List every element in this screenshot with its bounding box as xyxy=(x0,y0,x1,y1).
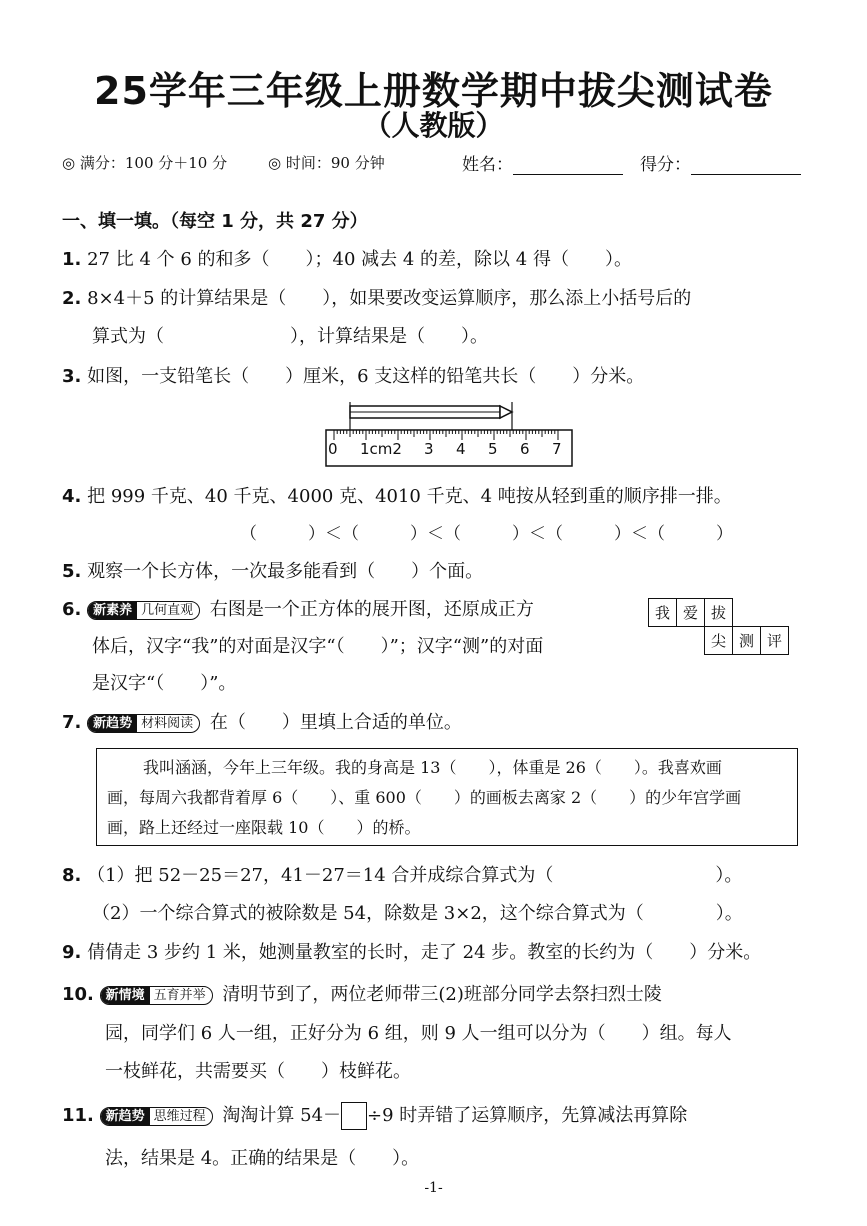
question-text: 倩倩走 3 步约 1 米，她测量教室的长时，走了 24 步。教室的长约为（ ）分米。 xyxy=(87,942,762,963)
question-text: 在（ ）里填上合适的单位。 xyxy=(209,712,462,733)
name-label: 姓名： xyxy=(462,155,513,175)
question-text: ÷9 时弄错了运算顺序，先算减法再算除 xyxy=(367,1105,688,1126)
ruler-label: 5 xyxy=(488,440,498,458)
cube-face: 测 xyxy=(733,627,761,655)
cube-face: 评 xyxy=(761,627,789,655)
question-number: 3. xyxy=(62,366,82,387)
tag-label: 材料阅读 xyxy=(141,715,194,731)
ruler-label: 7 xyxy=(552,440,562,458)
cube-face: 爱 xyxy=(677,599,705,627)
question-8 xyxy=(62,857,742,894)
question-text: 观察一个长方体，一次最多能看到（ ）个面。 xyxy=(87,561,484,582)
ruler-label: 4 xyxy=(456,440,466,458)
tag-label: 五育并举 xyxy=(153,987,206,1003)
question-10-line2: 园，同学们 6 人一组，正好分为 6 组，则 9 人一组可以分为（ ）组。每人 xyxy=(105,1023,732,1044)
question-6 xyxy=(62,591,534,628)
question-number: 4. xyxy=(62,486,82,507)
question-number: 5. xyxy=(62,561,82,582)
time-info: ◎ 时间：90 分钟 xyxy=(268,154,385,172)
question-10-line3: 一枝鲜花，共需要买（ ）枝鲜花。 xyxy=(105,1061,411,1082)
cube-empty xyxy=(761,599,789,627)
cube-face: 我 xyxy=(649,599,677,627)
question-2-line2: 算式为（ ），计算结果是（ ）。 xyxy=(92,326,488,347)
question-11-line2: 法，结果是 4。正确的结果是（ ）。 xyxy=(105,1148,420,1169)
question-text: 把 999 千克、40 千克、4000 克、4010 千克、4 吨按从轻到重的顺序排一排。 xyxy=(87,486,732,507)
tag-bold: 新趋势 xyxy=(101,1108,150,1125)
question-10 xyxy=(62,976,662,1013)
score-field[interactable] xyxy=(640,150,801,175)
question-8-part2: （2）一个综合算式的被除数是 54，除数是 3×2，这个综合算式为（ ）。 xyxy=(92,903,743,924)
question-number: 9. xyxy=(62,942,82,963)
reading-line: 画，每周六我都背着厚 6（ ）、重 600（ ）的画板去离家 2（ ）的少年宫学画 xyxy=(107,788,742,807)
page-title: 25学年三年级上册数学期中拔尖测试卷 xyxy=(94,69,773,113)
name-blank[interactable] xyxy=(513,174,623,175)
question-4 xyxy=(62,478,732,515)
page-subtitle: （人教版） xyxy=(363,109,504,142)
ruler-label: 3 xyxy=(424,440,434,458)
tag-label: 几何直观 xyxy=(141,602,194,618)
score-info: ◎ 满分：100 分＋10 分 xyxy=(62,154,228,172)
tag-label: 思维过程 xyxy=(153,1108,206,1124)
question-7 xyxy=(62,704,462,741)
question-9 xyxy=(62,934,761,971)
pencil-icon xyxy=(350,402,512,430)
reading-line: 画，路上还经过一座限载 10（ ）的桥。 xyxy=(107,818,421,837)
question-2 xyxy=(62,280,691,317)
question-tag xyxy=(87,714,200,733)
question-11 xyxy=(62,1097,687,1134)
question-text: 如图，一支铅笔长（ ）厘米，6 支这样的铅笔共长（ ）分米。 xyxy=(87,366,645,387)
question-number: 6. xyxy=(62,599,82,620)
question-6-line3: 是汉字“（ ）”。 xyxy=(92,673,237,694)
question-text: 27 比 4 个 6 的和多（ ）；40 减去 4 的差，除以 4 得（ ）。 xyxy=(87,249,632,270)
ruler-label: 0 xyxy=(328,440,338,458)
question-6-line2: 体后，汉字“我”的对面是汉字“（ ）”；汉字“测”的对面 xyxy=(92,636,544,657)
ruler-label: 6 xyxy=(520,440,530,458)
question-3 xyxy=(62,358,644,395)
question-1 xyxy=(62,241,632,278)
question-number: 10. xyxy=(62,984,94,1005)
section-heading: 一、填一填。（每空 1 分，共 27 分） xyxy=(62,211,368,232)
reading-line: 我叫涵涵，今年上三年级。我的身高是 13（ ），体重是 26（ ）。我喜欢画 xyxy=(143,758,722,777)
tag-bold: 新素养 xyxy=(88,602,137,619)
cube-face: 拔 xyxy=(705,599,733,627)
score-blank[interactable] xyxy=(691,174,801,175)
question-text: 右图是一个正方体的展开图，还原成正方 xyxy=(209,599,534,620)
cube-empty xyxy=(649,627,677,655)
question-5 xyxy=(62,553,483,590)
page-number: -1- xyxy=(424,1180,443,1196)
tag-bold: 新趋势 xyxy=(88,715,137,732)
question-text: 淘淘计算 54－ xyxy=(222,1105,342,1126)
question-text: （1）把 52－25＝27，41－27＝14 合并成综合算式为（ ）。 xyxy=(87,865,743,886)
cube-net xyxy=(648,598,789,655)
cube-empty xyxy=(733,599,761,627)
ruler-label: 1cm2 xyxy=(360,440,402,458)
question-number: 7. xyxy=(62,712,82,733)
unknown-number-box[interactable] xyxy=(341,1102,367,1130)
name-field[interactable] xyxy=(462,150,623,175)
question-number: 1. xyxy=(62,249,82,270)
ruler-labels xyxy=(320,440,580,462)
reading-material-box xyxy=(96,748,798,846)
question-text: 清明节到了，两位老师带三(2)班部分同学去祭扫烈士陵 xyxy=(222,984,662,1005)
score-label: 得分： xyxy=(640,155,691,175)
question-text: 8×4＋5 的计算结果是（ ），如果要改变运算顺序，那么添上小括号后的 xyxy=(87,288,692,309)
question-tag xyxy=(100,1107,213,1126)
question-tag xyxy=(100,986,213,1005)
cube-face: 尖 xyxy=(705,627,733,655)
question-4-order-blanks: （ ）＜（ ）＜（ ）＜（ ）＜（ ） xyxy=(240,524,733,544)
question-number: 8. xyxy=(62,865,82,886)
cube-empty xyxy=(677,627,705,655)
tag-bold: 新情境 xyxy=(101,987,150,1004)
question-tag xyxy=(87,601,200,620)
question-number: 11. xyxy=(62,1105,94,1126)
question-number: 2. xyxy=(62,288,82,309)
